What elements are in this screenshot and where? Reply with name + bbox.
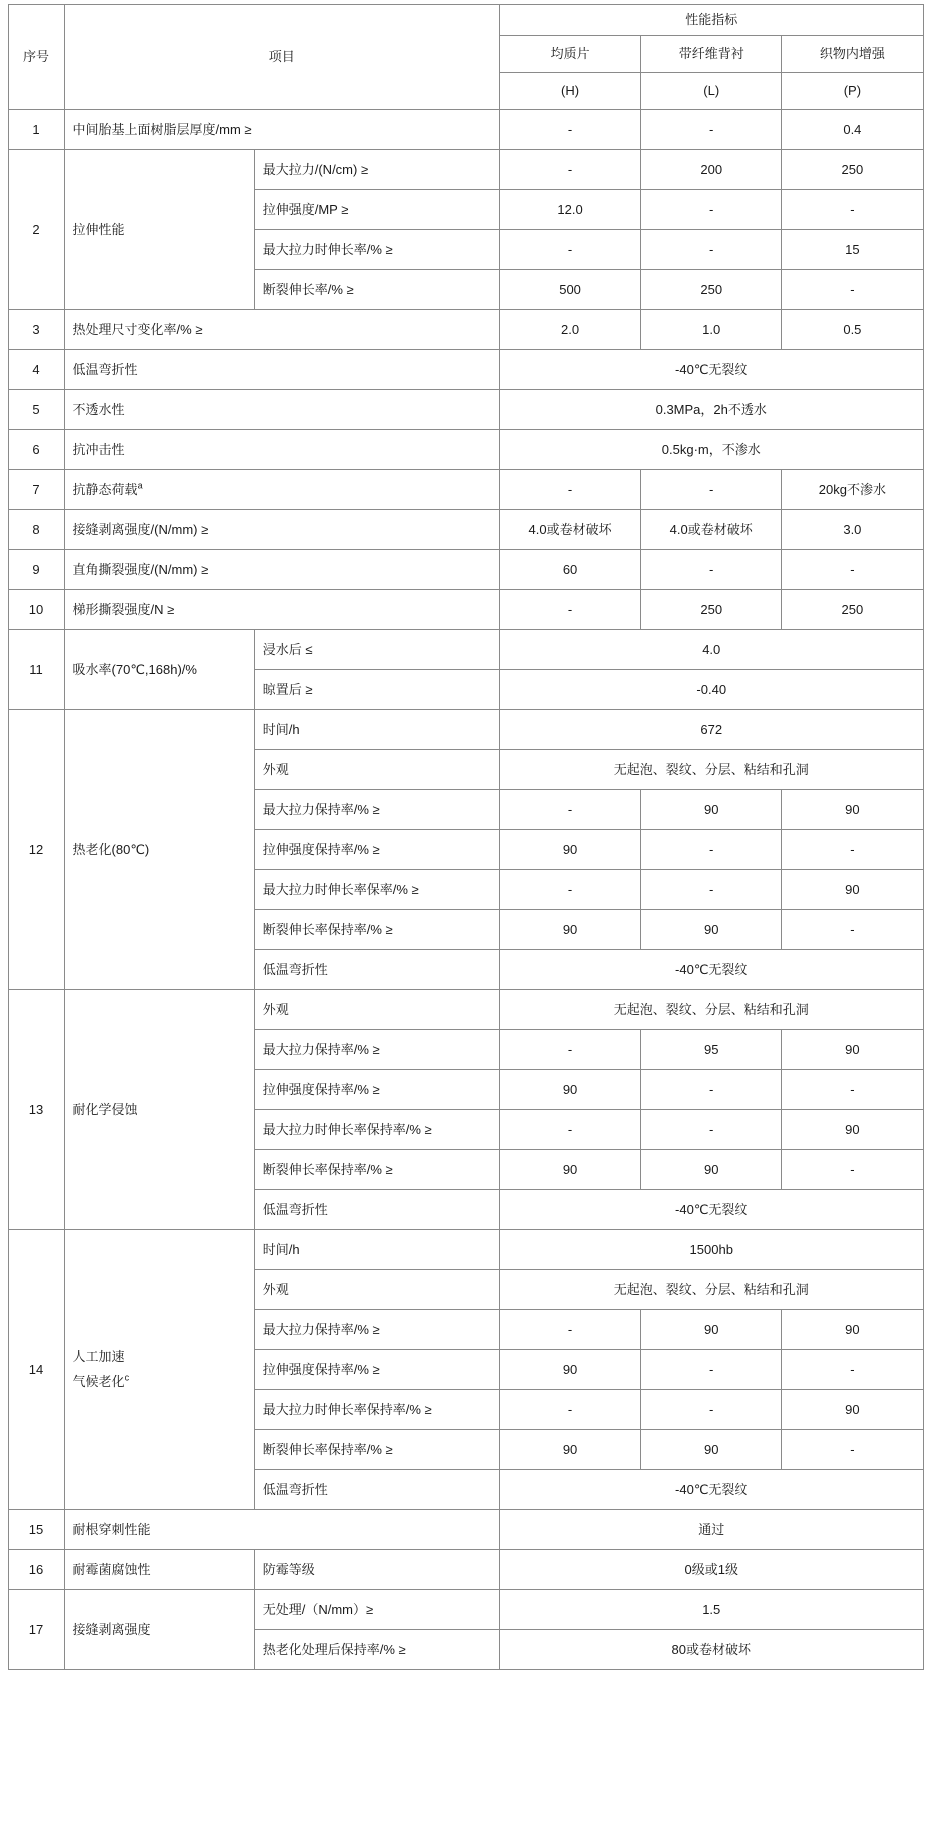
row-item-16: 耐霉菌腐蚀性	[64, 1550, 254, 1590]
header-sub-name-1: 带纤维背衬	[641, 36, 782, 73]
row-no-5: 5	[8, 390, 64, 430]
row-value-0: 2.0	[500, 310, 641, 350]
row-no-16: 16	[8, 1550, 64, 1590]
row-value-1: -	[641, 230, 782, 270]
table-row	[8, 150, 923, 190]
performance-spec-table	[8, 4, 924, 1670]
row-value-0: -	[500, 1030, 641, 1070]
row-no-12: 12	[8, 710, 64, 990]
row-item-9: 直角撕裂强度/(N/mm) ≥	[64, 550, 499, 590]
row-value-1: 4.0或卷材破坏	[641, 510, 782, 550]
row-no-15: 15	[8, 1510, 64, 1550]
row-item-1: 中间胎基上面树脂层厚度/mm ≥	[64, 110, 499, 150]
row-item-7: 抗静态荷载$^a$	[64, 470, 499, 510]
row-value-2: 90	[782, 870, 923, 910]
row-value-0: 500	[500, 270, 641, 310]
row-value-0: 90	[500, 910, 641, 950]
row-subitem: 热老化处理后保持率/% ≥	[254, 1630, 499, 1670]
row-subitem: 断裂伸长率/% ≥	[254, 270, 499, 310]
row-no-2: 2	[8, 150, 64, 310]
row-value-span: 无起泡、裂纹、分层、粘结和孔洞	[500, 990, 924, 1030]
row-value-0: 90	[500, 1150, 641, 1190]
row-value-2: -	[782, 190, 923, 230]
row-no-1: 1	[8, 110, 64, 150]
row-subitem: 低温弯折性	[254, 1190, 499, 1230]
row-subitem: 最大拉力保持率/% ≥	[254, 790, 499, 830]
row-value-1: 90	[641, 1150, 782, 1190]
row-value-0: -	[500, 1390, 641, 1430]
header-col-item: 项目	[64, 5, 499, 110]
row-value-0: -	[500, 1310, 641, 1350]
row-no-4: 4	[8, 350, 64, 390]
row-value-span: 通过	[500, 1510, 924, 1550]
row-value-2: -	[782, 550, 923, 590]
table-row	[8, 390, 923, 430]
row-subitem: 防霉等级	[254, 1550, 499, 1590]
row-value-1: 250	[641, 590, 782, 630]
row-subitem: 外观	[254, 750, 499, 790]
table-row	[8, 630, 923, 670]
row-subitem: 低温弯折性	[254, 950, 499, 990]
row-value-2: 3.0	[782, 510, 923, 550]
row-no-8: 8	[8, 510, 64, 550]
row-value-span: 672	[500, 710, 924, 750]
row-value-0: 90	[500, 1350, 641, 1390]
row-value-2: -	[782, 910, 923, 950]
row-value-0: 90	[500, 1070, 641, 1110]
header-col-no: 序号	[8, 5, 64, 110]
row-value-1: 90	[641, 1430, 782, 1470]
header-sub-name-0: 均质片	[500, 36, 641, 73]
row-value-1: -	[641, 1390, 782, 1430]
row-value-2: 250	[782, 590, 923, 630]
row-value-1: -	[641, 470, 782, 510]
row-value-0: 90	[500, 1430, 641, 1470]
row-value-1: -	[641, 110, 782, 150]
row-value-1: 200	[641, 150, 782, 190]
table-row	[8, 550, 923, 590]
row-subitem: 断裂伸长率保持率/% ≥	[254, 1430, 499, 1470]
row-value-2: -	[782, 1070, 923, 1110]
row-value-1: -	[641, 1070, 782, 1110]
header-sub-code-1: (L)	[641, 73, 782, 110]
table-row	[8, 1550, 923, 1590]
table-row	[8, 1230, 923, 1270]
table-row	[8, 310, 923, 350]
row-value-0: -	[500, 870, 641, 910]
row-value-span: 0级或1级	[500, 1550, 924, 1590]
row-subitem: 浸水后 ≤	[254, 630, 499, 670]
row-no-13: 13	[8, 990, 64, 1230]
row-value-span: 1500hb	[500, 1230, 924, 1270]
row-no-11: 11	[8, 630, 64, 710]
table-row	[8, 350, 923, 390]
row-item-11: 吸水率(70℃,168h)/%	[64, 630, 254, 710]
row-value-2: 90	[782, 1030, 923, 1070]
row-subitem: 拉伸强度保持率/% ≥	[254, 830, 499, 870]
row-subitem: 低温弯折性	[254, 1470, 499, 1510]
row-item-12: 热老化(80℃)	[64, 710, 254, 990]
header-sub-name-2: 织物内增强	[782, 36, 923, 73]
row-value-1: 1.0	[641, 310, 782, 350]
table-row	[8, 710, 923, 750]
table-row	[8, 470, 923, 510]
row-value-2: -	[782, 1430, 923, 1470]
row-item-3: 热处理尺寸变化率/% ≥	[64, 310, 499, 350]
row-value-2: 15	[782, 230, 923, 270]
row-subitem: 断裂伸长率保持率/% ≥	[254, 910, 499, 950]
row-item-13: 耐化学侵蚀	[64, 990, 254, 1230]
row-value-span: 4.0	[500, 630, 924, 670]
row-subitem: 最大拉力时伸长率保持率/% ≥	[254, 1390, 499, 1430]
row-value-2: 0.5	[782, 310, 923, 350]
row-no-9: 9	[8, 550, 64, 590]
row-value-1: 90	[641, 1310, 782, 1350]
row-value-2: 90	[782, 1310, 923, 1350]
row-value-span: -40℃无裂纹	[500, 350, 924, 390]
row-subitem: 断裂伸长率保持率/% ≥	[254, 1150, 499, 1190]
row-value-2: 0.4	[782, 110, 923, 150]
row-value-1: -	[641, 1110, 782, 1150]
header-sub-code-2: (P)	[782, 73, 923, 110]
table-row	[8, 1590, 923, 1630]
row-subitem: 时间/h	[254, 1230, 499, 1270]
row-value-span: -0.40	[500, 670, 924, 710]
row-subitem: 外观	[254, 1270, 499, 1310]
row-value-0: 4.0或卷材破坏	[500, 510, 641, 550]
row-item-14: 人工加速 气候老化$^c$	[64, 1230, 254, 1510]
row-value-1: -	[641, 870, 782, 910]
row-item-6: 抗冲击性	[64, 430, 499, 470]
row-value-2: -	[782, 1150, 923, 1190]
table-row	[8, 430, 923, 470]
row-item-15: 耐根穿刺性能	[64, 1510, 499, 1550]
row-value-0: 90	[500, 830, 641, 870]
header-sub-code-0: (H)	[500, 73, 641, 110]
row-value-2: -	[782, 270, 923, 310]
row-subitem: 外观	[254, 990, 499, 1030]
row-value-0: -	[500, 230, 641, 270]
row-value-span: -40℃无裂纹	[500, 1190, 924, 1230]
row-value-1: -	[641, 550, 782, 590]
row-value-span: 无起泡、裂纹、分层、粘结和孔洞	[500, 750, 924, 790]
row-subitem: 拉伸强度/MP ≥	[254, 190, 499, 230]
row-value-2: -	[782, 830, 923, 870]
row-value-span: 0.3MPa，2h不透水	[500, 390, 924, 430]
row-no-17: 17	[8, 1590, 64, 1670]
row-subitem: 无处理/（N/mm）≥	[254, 1590, 499, 1630]
table-row	[8, 590, 923, 630]
row-value-0: -	[500, 590, 641, 630]
table-row	[8, 1510, 923, 1550]
row-subitem: 最大拉力时伸长率保率/% ≥	[254, 870, 499, 910]
row-subitem: 晾置后 ≥	[254, 670, 499, 710]
row-value-2: 90	[782, 790, 923, 830]
row-subitem: 最大拉力保持率/% ≥	[254, 1310, 499, 1350]
row-no-3: 3	[8, 310, 64, 350]
row-value-span: -40℃无裂纹	[500, 1470, 924, 1510]
row-value-2: 90	[782, 1110, 923, 1150]
row-subitem: 最大拉力/(N/cm) ≥	[254, 150, 499, 190]
row-no-7: 7	[8, 470, 64, 510]
row-subitem: 最大拉力时伸长率保持率/% ≥	[254, 1110, 499, 1150]
row-value-0: -	[500, 150, 641, 190]
row-subitem: 时间/h	[254, 710, 499, 750]
row-no-10: 10	[8, 590, 64, 630]
table-row	[8, 110, 923, 150]
row-no-14: 14	[8, 1230, 64, 1510]
row-value-0: -	[500, 470, 641, 510]
row-value-2: 20kg不渗水	[782, 470, 923, 510]
table-row	[8, 510, 923, 550]
row-value-1: -	[641, 1350, 782, 1390]
row-item-17: 接缝剥离强度	[64, 1590, 254, 1670]
row-value-span: 无起泡、裂纹、分层、粘结和孔洞	[500, 1270, 924, 1310]
row-value-1: -	[641, 830, 782, 870]
row-value-0: -	[500, 790, 641, 830]
row-value-span: 0.5kg·m，不渗水	[500, 430, 924, 470]
row-value-2: 250	[782, 150, 923, 190]
row-item-2: 拉伸性能	[64, 150, 254, 310]
row-value-0: 60	[500, 550, 641, 590]
header-perf-group: 性能指标	[500, 5, 924, 36]
row-value-1: 90	[641, 910, 782, 950]
row-value-0: 12.0	[500, 190, 641, 230]
row-no-6: 6	[8, 430, 64, 470]
row-subitem: 最大拉力时伸长率/% ≥	[254, 230, 499, 270]
row-value-2: 90	[782, 1390, 923, 1430]
row-value-span: 80或卷材破坏	[500, 1630, 924, 1670]
table-header-row	[8, 5, 923, 36]
row-item-4: 低温弯折性	[64, 350, 499, 390]
row-value-span: -40℃无裂纹	[500, 950, 924, 990]
row-value-0: -	[500, 110, 641, 150]
row-value-0: -	[500, 1110, 641, 1150]
row-item-5: 不透水性	[64, 390, 499, 430]
row-value-1: 95	[641, 1030, 782, 1070]
row-subitem: 最大拉力保持率/% ≥	[254, 1030, 499, 1070]
row-value-1: 90	[641, 790, 782, 830]
row-value-1: 250	[641, 270, 782, 310]
row-subitem: 拉伸强度保持率/% ≥	[254, 1070, 499, 1110]
row-item-10: 梯形撕裂强度/N ≥	[64, 590, 499, 630]
row-value-1: -	[641, 190, 782, 230]
row-value-span: 1.5	[500, 1590, 924, 1630]
row-item-8: 接缝剥离强度/(N/mm) ≥	[64, 510, 499, 550]
row-subitem: 拉伸强度保持率/% ≥	[254, 1350, 499, 1390]
table-row	[8, 990, 923, 1030]
row-value-2: -	[782, 1350, 923, 1390]
